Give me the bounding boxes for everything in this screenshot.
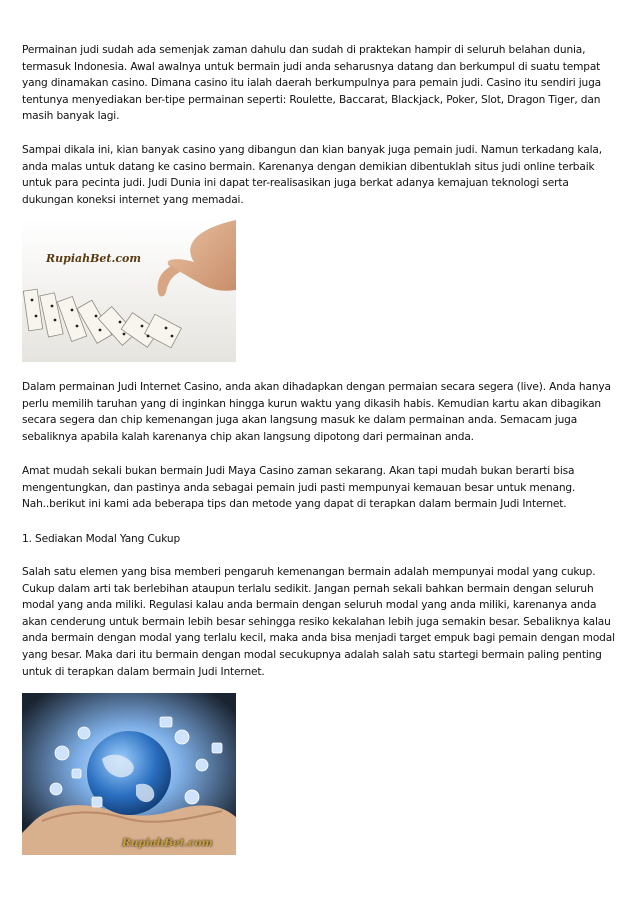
globe-hands-image [22,693,236,855]
paragraph-modal: Salah satu elemen yang bisa memberi pengaruh kemenangan bermain adalah mempunyai modal yang cukup. Cukup dalam arti tak berlebihan ataupun terlalu sedikit. Jangan pernah sekali bahkan bermain dengan seluruh modal yang anda miliki. Regulasi kalau anda bermain dengan seluruh modal yang anda miliki, karenanya anda akan cenderung untuk bermain lebih besar sehingga resiko kekalahan lebih juga semakin besar. Sebaliknya kalau anda bermain dengan modal yang terlalu kecil, maka anda bisa menjadi target empuk bagi pemain dengan modal yang besar. Maka dari itu bermain dengan modal secukupnya adalah salah satu startegi bermain paling penting untuk di terapkan dalam bermain Judi Internet. [22,566,615,678]
rupiahbet-logo: RupiahBet.com [46,252,142,265]
rupiahbet-logo-2: RupiahBet.com [122,837,213,849]
section-heading-modal: 1. Sediakan Modal Yang Cukup [22,533,181,545]
paragraph-tips-intro: Amat mudah sekali bukan bermain Judi Maya Casino zaman sekarang. Akan tapi mudah bukan berarti bisa mengentungkan, dan pastinya anda sebagai pemain judi pasti mempunyai kemauan besar untuk menang. Nah..berikut ini kami ada beberapa tips dan metode yang dapat di terapkan dalam bermain Judi Internet. [22,465,576,511]
paragraph-online-casino: Sampai dikala ini, kian banyak casino yang dibangun dan kian banyak juga pemain judi. Namun terkadang kala, anda malas untuk datang ke casino bermain. Karenanya dengan demikian dibentuklah situs judi online terbaik untuk para pecinta judi. Judi Dunia ini dapat ter-realisasikan juga berkat adanya kemajuan teknologi serta dukungan koneksi internet yang memadai. [22,144,602,206]
globe-hands-illustration [22,693,236,855]
dominoes-illustration [22,220,236,362]
paragraph-live-casino: Dalam permainan Judi Internet Casino, anda akan dihadapkan dengan permaian secara segera (live). Anda hanya perlu memilih taruhan yang di inginkan hingga kurun waktu yang dikasih habis. Kemudian kartu akan dibagikan secara segera dan chip kemenangan juga akan langsung masuk ke dalam permainan anda. Semacam juga sebaliknya apabila kalah karenanya chip akan langsung dipotong dari permainan anda. [22,381,611,443]
dominoes-image [22,220,236,362]
paragraph-intro: Permainan judi sudah ada semenjak zaman dahulu dan sudah di praktekan hampir di seluruh belahan dunia, termasuk Indonesia. Awal awalnya untuk bermain judi anda seharusnya datang dan berkumpul di suatu tempat yang dinamakan casino. Dimana casino itu ialah daerah berkumpulnya para pemain judi. Casino itu sendiri juga tentunya menyediakan ber-tipe permainan seperti: Roulette, Baccarat, Blackjack, Poker, Slot, Dragon Tiger, dan masih banyak lagi. [22,44,602,123]
